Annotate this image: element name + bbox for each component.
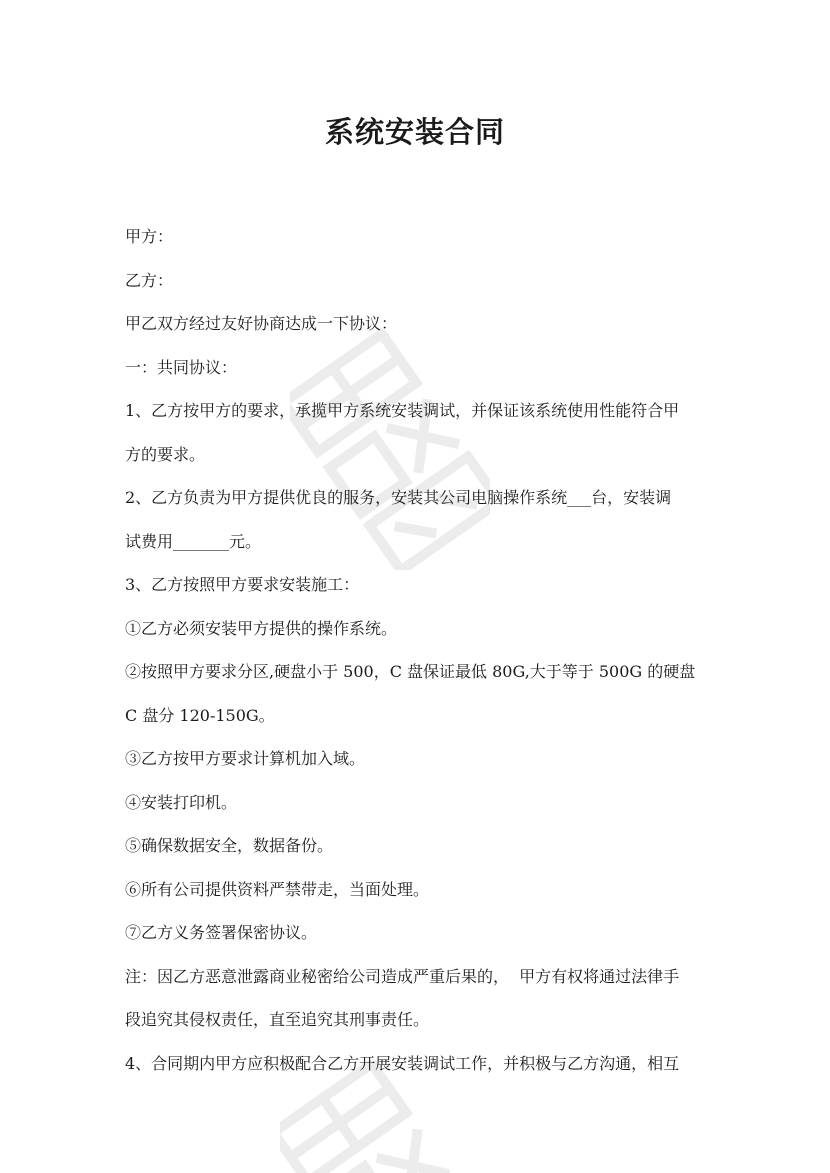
clause-3-item-5: ⑤确保数据安全，数据备份。 bbox=[125, 836, 334, 855]
clause-3-heading: 3、乙方按照甲方要求安装施工： bbox=[125, 575, 360, 594]
section-heading: 一：共同协议： bbox=[125, 357, 238, 377]
clause-3-item-2-line-2: C 盘分 120-150G。 bbox=[125, 705, 275, 725]
clause-3-item-1: ①乙方必须安装甲方提供的操作系统。 bbox=[125, 618, 398, 638]
party-b-line: 乙方： bbox=[125, 270, 174, 290]
clause-3-item-3: ③乙方按甲方要求计算机加入域。 bbox=[125, 749, 366, 768]
clause-3-item-4: ④安装打印机。 bbox=[125, 792, 238, 812]
clause-3-item-2-line-1: ②按照甲方要求分区,硬盘小于 500，C 盘保证最低 80G,大于等于 500G 的硬盘 bbox=[125, 662, 696, 681]
note-line-1: 注：因乙方恶意泄露商业秘密给公司造成严重后果的， 甲方有权将通过法律手 bbox=[125, 966, 680, 986]
clause-3-item-6: ⑥所有公司提供资料严禁带走，当面处理。 bbox=[125, 879, 430, 899]
clause-4-line-1: 4、合同期内甲方应积极配合乙方开展安装调试工作，并积极与乙方沟通，相互 bbox=[125, 1053, 680, 1073]
document-body bbox=[125, 215, 710, 1085]
clause-1-line-1: 1、乙方按甲方的要求，承揽甲方系统安装调试，并保证该系统使用性能符合甲 bbox=[125, 401, 680, 420]
clause-3-item-7: ⑦乙方义务签署保密协议。 bbox=[125, 923, 318, 942]
clause-1-line-2: 方的要求。 bbox=[125, 444, 206, 464]
clause-2-line-2: 试费用_______元。 bbox=[125, 531, 262, 551]
clause-2-line-1: 2、乙方负责为甲方提供优良的服务，安装其公司电脑操作系统___台，安装调 bbox=[125, 488, 672, 507]
note-line-2: 段追究其侵权责任，直至追究其刑事责任。 bbox=[125, 1010, 430, 1029]
agreement-intro: 甲乙双方经过友好协商达成一下协议： bbox=[125, 314, 398, 333]
party-a-line: 甲方： bbox=[125, 227, 174, 246]
document-title: 系统安装合同 bbox=[324, 115, 505, 149]
